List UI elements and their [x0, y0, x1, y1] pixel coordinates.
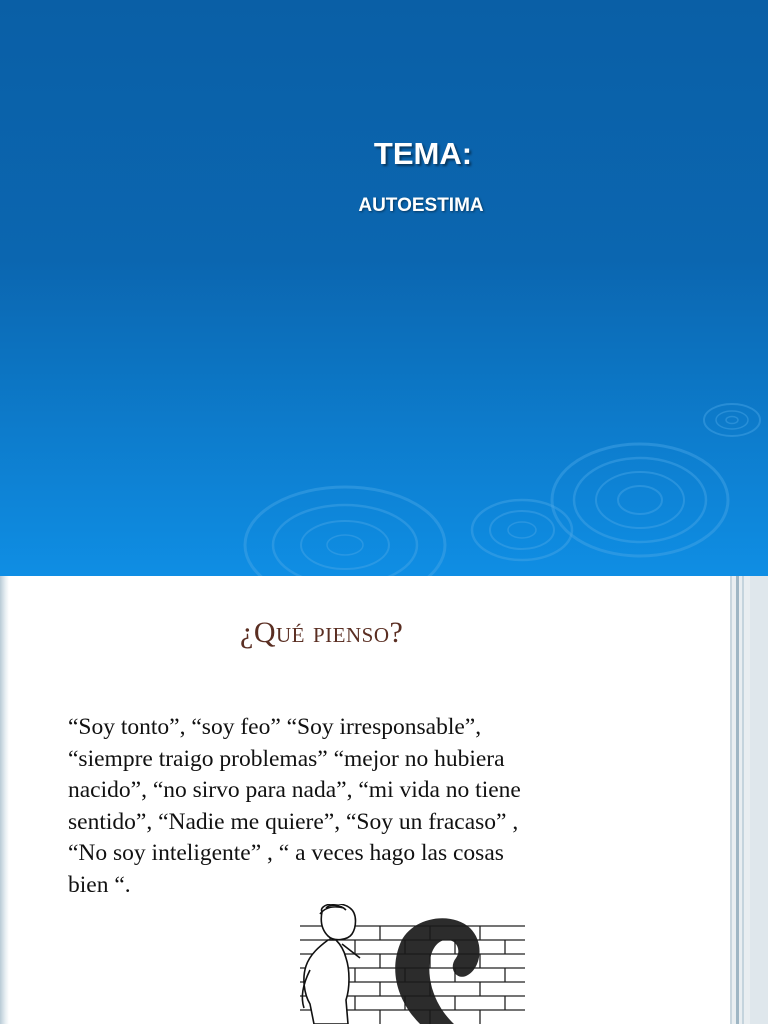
boy-shadow-illustration: [270, 904, 530, 1024]
slide-subtitle: AUTOESTIMA: [358, 195, 484, 216]
quotes-paragraph: “Soy tonto”, “soy feo” “Soy irresponsable”, “siempre traigo problemas” “mejor no hubiera nacido”, “no sirvo para nada”, “mi vida no tiene sentido”, “Nadie me quiere”, “Soy un fracaso” , “No soy inteligente” , “ a veces hago las cosas bien “.: [68, 714, 521, 898]
content-slide: [0, 576, 768, 1024]
right-border-decoration: [730, 576, 768, 1024]
slide-title: TEMA:: [373, 136, 473, 171]
slide-heading: ¿Qué pienso?: [240, 616, 404, 649]
left-border-decoration: [0, 576, 9, 1024]
